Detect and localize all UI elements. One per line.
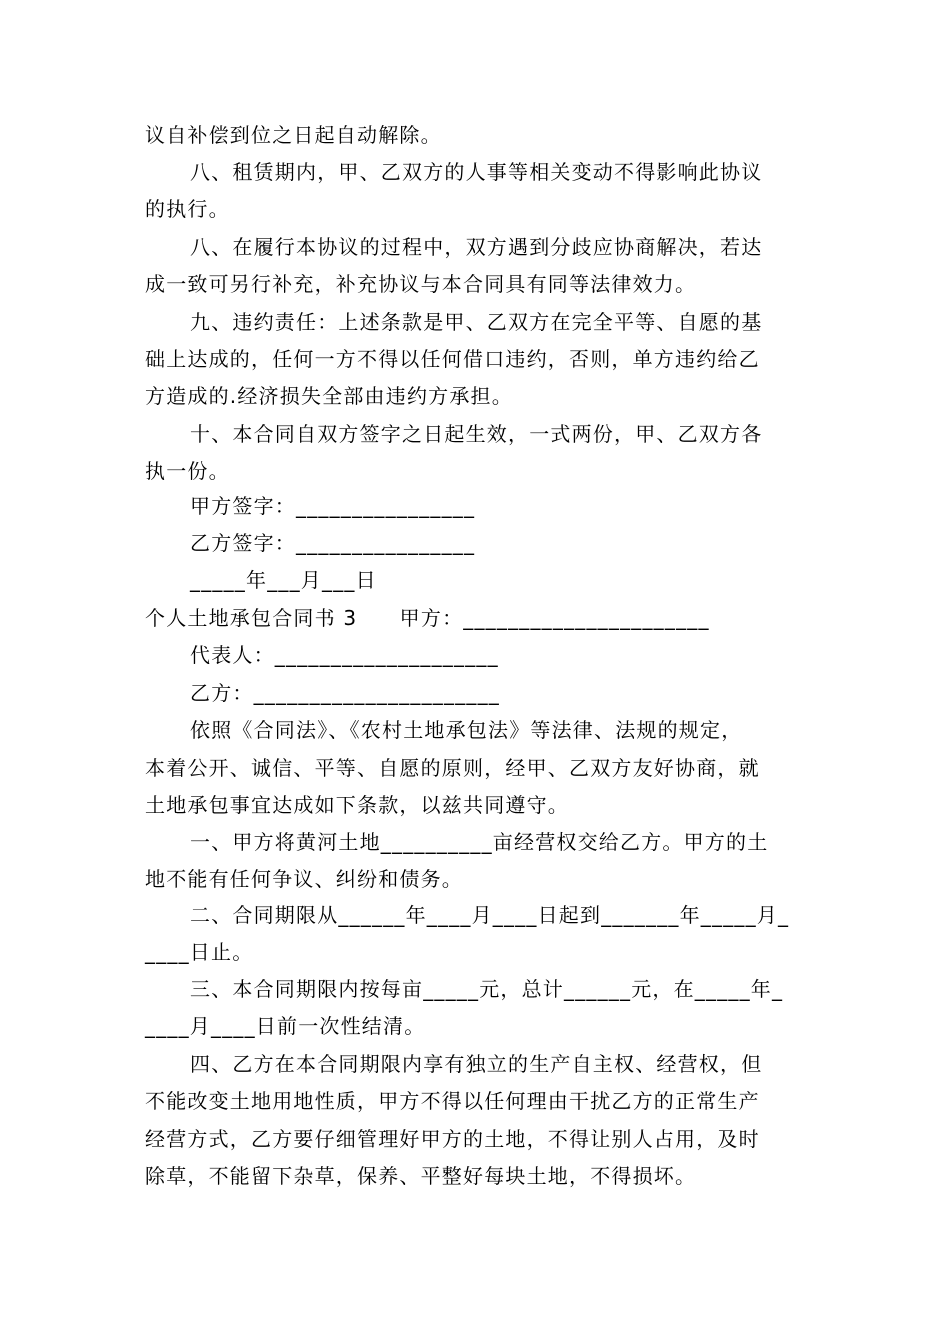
text-line: 十、本合同自双方签字之日起生效，一式两份，甲、乙双方各 bbox=[190, 422, 763, 446]
text-line: 一、甲方将黄河土地__________亩经营权交给乙方。甲方的土 bbox=[190, 830, 769, 854]
text-line: 执一份。 bbox=[145, 459, 230, 483]
text-line: ____日止。 bbox=[145, 940, 254, 964]
text-line: 八、在履行本协议的过程中，双方遇到分歧应协商解决，若达 bbox=[190, 235, 763, 259]
text-line: 八、租赁期内，甲、乙双方的人事等相关变动不得影响此协议 bbox=[190, 160, 763, 184]
text-line: 不能改变土地用地性质，甲方不得以任何理由干扰乙方的正常生产 bbox=[145, 1089, 760, 1113]
text-line: 本着公开、诚信、平等、自愿的原则，经甲、乙双方友好协商，就 bbox=[145, 756, 760, 780]
text-line: 土地承包事宜达成如下条款，以兹共同遵守。 bbox=[145, 793, 569, 817]
text-line: 经营方式，乙方要仔细管理好甲方的土地，不得让别人占用，及时 bbox=[145, 1127, 760, 1151]
text-line: 四、乙方在本合同期限内享有独立的生产自主权、经营权，但 bbox=[190, 1052, 763, 1076]
text-line: 地不能有任何争议、纠纷和债务。 bbox=[145, 867, 463, 891]
party-b-line: 乙方：______________________ bbox=[190, 681, 500, 705]
text-line: 除草，不能留下杂草，保养、平整好每块土地，不得损坏。 bbox=[145, 1164, 697, 1188]
contract-title-line: 个人土地承包合同书 3 甲方：______________________ bbox=[145, 606, 710, 630]
representative-line: 代表人：____________________ bbox=[190, 643, 499, 667]
date-line: _____年___月___日 bbox=[190, 568, 377, 592]
text-line: 的执行。 bbox=[145, 197, 230, 221]
text-line: 方造成的.经济损失全部由违约方承担。 bbox=[145, 384, 513, 408]
text-line: 成一致可另行补充，补充协议与本合同具有同等法律效力。 bbox=[145, 272, 697, 296]
text-line: 九、违约责任：上述条款是甲、乙双方在完全平等、自愿的基 bbox=[190, 310, 763, 334]
text-line: 议自补偿到位之日起自动解除。 bbox=[145, 123, 442, 147]
text-line: ____月____日前一次性结清。 bbox=[145, 1014, 426, 1038]
signature-line-party-a: 甲方签字：________________ bbox=[190, 494, 476, 518]
text-line: 三、本合同期限内按每亩_____元，总计______元，在_____年_ bbox=[190, 977, 784, 1001]
signature-line-party-b: 乙方签字：________________ bbox=[190, 531, 476, 555]
text-line: 依照《合同法》、《农村土地承包法》等法律、法规的规定， bbox=[190, 718, 743, 742]
text-line: 二、合同期限从______年____月____日起到_______年_____月_ bbox=[190, 903, 790, 927]
text-line: 础上达成的，任何一方不得以任何借口违约，否则，单方违约给乙 bbox=[145, 347, 760, 371]
